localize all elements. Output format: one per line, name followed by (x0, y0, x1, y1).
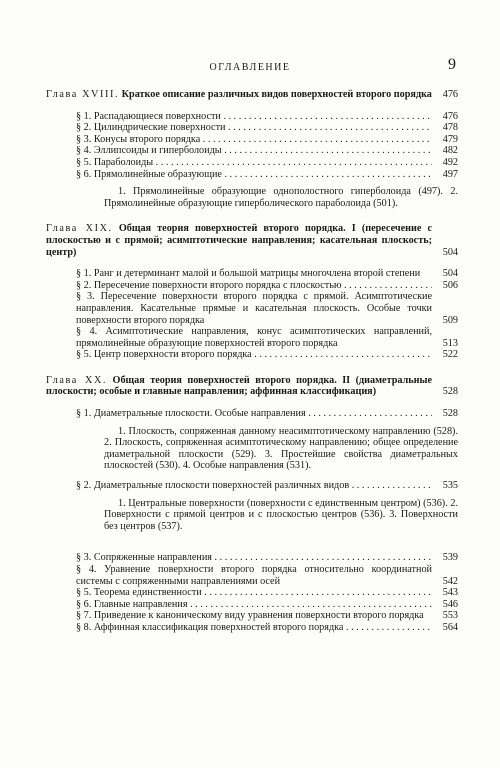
section-title: § 5. Параболоиды . . . (76, 157, 432, 169)
table-of-contents (46, 80, 458, 634)
section-entry (76, 291, 458, 326)
subsection-summary: 1. Прямолинейные образующие однополостного гиперболоида (497). 2. Прямолинейные образующие гиперболического параболоида (501). (104, 186, 458, 209)
chapter-label: Глава XX. (46, 374, 108, 386)
page-number: 9 (448, 56, 456, 73)
section-page: 513 (442, 337, 458, 349)
section-page: 478 (442, 122, 458, 134)
section-page: 546 (442, 598, 458, 610)
section-page: 535 (442, 480, 458, 492)
section-title: § 1. Диаметральные плоскости. Особые направления . . . (76, 408, 432, 420)
section-page: 539 (442, 552, 458, 564)
section-title: § 1. Ранг и детерминант малой и большой матрицы многочлена второй степени (76, 268, 421, 280)
section-page: 506 (442, 279, 458, 291)
section-title: § 2. Цилиндрические поверхности . . . (76, 122, 432, 134)
section-entry (76, 157, 458, 169)
section-title: § 3. Сопряженные направления . . . (76, 552, 432, 564)
section-page: 543 (442, 587, 458, 599)
section-title: § 3. Конусы второго порядка . . . (76, 134, 432, 146)
section-title: § 4. Эллипсоиды и гиперболоиды . . . (76, 145, 432, 157)
section-title: § 2. Диаметральные плоскости поверхностей различных видов . . . (76, 480, 432, 492)
section-entry (76, 599, 458, 611)
running-title: ОГЛАВЛЕНИЕ (209, 62, 291, 73)
section-page: 542 (442, 575, 458, 587)
chapter-title: Общая теория поверхностей второго порядка. II (диаметральные плоскости; особые и главные направления; аффинная классификация) (46, 374, 432, 398)
subsection-summary: 1. Плоскость, сопряженная данному неасимптотическому направлению (528). 2. Плоскость, сопряженная асимптотическому направлению; общее определение диаметральной плоскости (529). 3. Простейшие свойства диаметральных плоскостей (530). 4. Особые направления (531). (104, 425, 458, 472)
section-entry (76, 280, 458, 292)
subsection-summary: 1. Центральные поверхности (поверхности с единственным центром) (536). 2. Поверхности с прямой центров и с плоскостью центров (536). 3. Поверхности без центров (537). (104, 497, 458, 532)
section-entry (76, 480, 458, 492)
section-entry (76, 268, 458, 280)
chapter-label: Глава XVIII. (46, 89, 120, 100)
section-entry (76, 169, 458, 181)
section-title: § 5. Центр поверхности второго порядка . . . (76, 349, 432, 361)
section-list (76, 408, 458, 634)
section-list (76, 111, 458, 210)
section-page: 553 (442, 610, 458, 622)
section-title: § 3. Пересечение поверхности второго порядка с прямой. Асимптотические направления. Касательные прямые и касательная плоскость. Особые точки поверхности второго порядка (76, 291, 432, 326)
section-entry (76, 610, 458, 622)
section-title: § 2. Пересечение поверхности второго порядка с плоскостью . . . (76, 280, 432, 292)
section-entry (76, 408, 458, 420)
section-title: § 7. Приведение к каноническому виду уравнения поверхности второго порядка (76, 610, 424, 622)
section-page: 492 (442, 156, 458, 168)
section-page: 479 (442, 133, 458, 145)
section-entry (76, 349, 458, 361)
chapter-20 (46, 375, 458, 634)
section-page: 564 (442, 621, 458, 633)
section-title: § 5. Теорема единственности . . . (76, 587, 432, 599)
section-title: § 6. Прямолинейные образующие . . . (76, 169, 432, 181)
section-title: § 4. Уравнение поверхности второго порядка относительно координатной системы с сопряженными направлениями осей (76, 564, 432, 587)
section-entry (76, 622, 458, 634)
section-entry (76, 145, 458, 157)
section-page: 482 (442, 145, 458, 157)
section-title: § 1. Распадающиеся поверхности . . . (76, 111, 432, 123)
section-entry (76, 122, 458, 134)
chapter-page: 504 (442, 246, 458, 258)
section-entry (76, 326, 458, 349)
chapter-label: Глава XIX. (46, 223, 113, 235)
chapter-19 (46, 223, 458, 361)
section-list (76, 268, 458, 361)
chapter-18 (46, 89, 458, 209)
section-title: § 6. Главные направления . . . (76, 599, 432, 611)
section-entry (76, 587, 458, 599)
section-page: 497 (442, 168, 458, 180)
chapter-title: Краткое описание различных видов поверхностей второго порядка (121, 89, 432, 100)
chapter-page: 528 (442, 386, 458, 398)
section-entry (76, 552, 458, 564)
section-page: 522 (442, 349, 458, 361)
section-page: 509 (442, 314, 458, 326)
section-entry (76, 564, 458, 587)
section-page: 504 (442, 268, 458, 280)
section-title: § 4. Асимптотические направления, конус асимптотических направлений, прямолинейные образующие поверхностей второго порядка (76, 326, 432, 349)
chapter-title: Общая теория поверхностей второго порядка. I (пересечение с плоскостью и с прямой; асимптотические направления; касательная плоскость; центр) (46, 223, 432, 258)
running-head (0, 56, 500, 76)
section-entry (76, 111, 458, 123)
section-entry (76, 134, 458, 146)
section-page: 528 (442, 408, 458, 420)
section-title: § 8. Аффинная классификация поверхностей второго порядка . . . (76, 622, 432, 634)
section-page: 476 (442, 110, 458, 122)
chapter-page: 476 (442, 89, 458, 100)
